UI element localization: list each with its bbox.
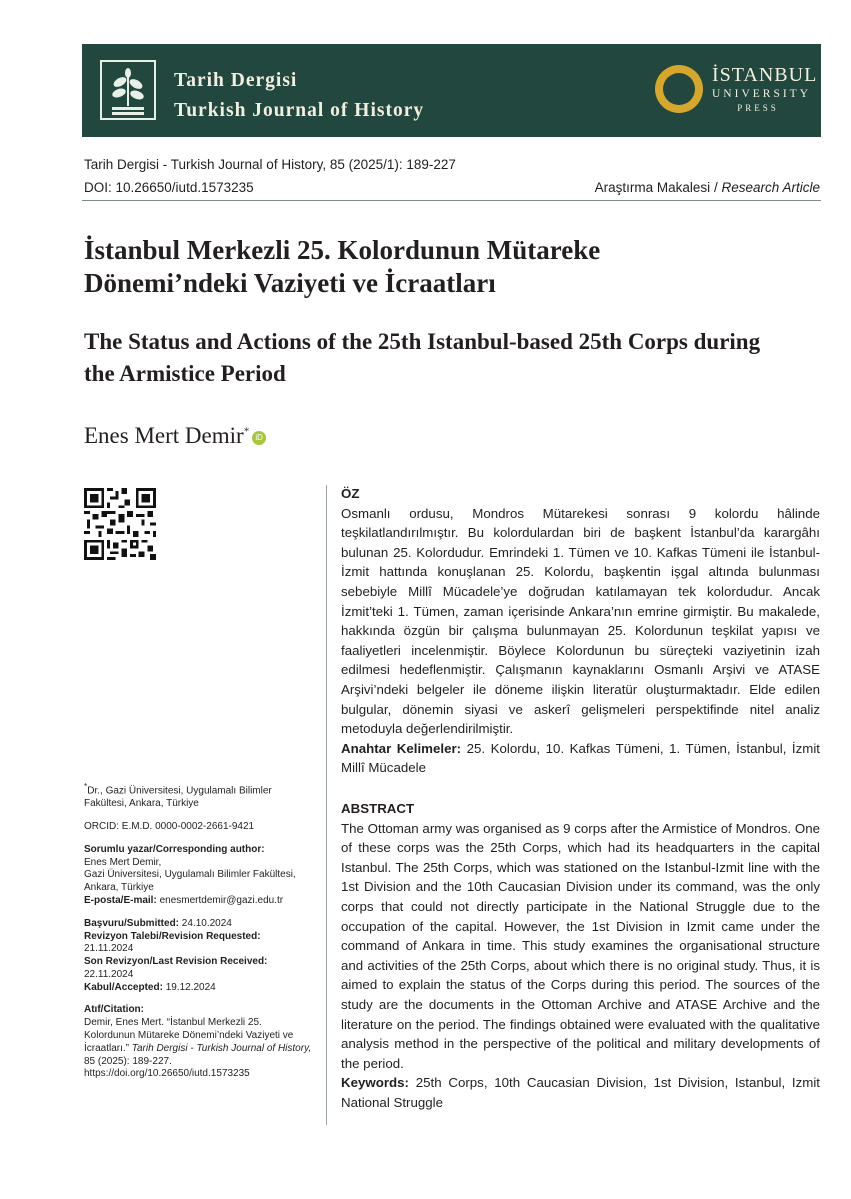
article-type-separator: /: [710, 180, 722, 195]
column-divider: [326, 485, 327, 1125]
article-type: [595, 180, 820, 195]
citation-journal: Tarih Dergisi - Turkish Journal of History,: [131, 1042, 312, 1054]
oz-keywords: [341, 739, 820, 778]
submitted-label: Başvuru/Submitted:: [84, 917, 180, 929]
abstract-keywords: [341, 1073, 820, 1112]
citation-post: 85 (2025): 189-227.: [84, 1055, 172, 1067]
last-revision-label: Son Revizyon/Last Revision Received:: [84, 956, 268, 968]
journal-title-tr: Tarih Dergisi: [174, 70, 298, 91]
affiliation-mark: *: [84, 781, 88, 791]
affiliation: [84, 780, 314, 811]
oz-keywords-label: Anahtar Kelimeler:: [341, 740, 462, 756]
journal-title-en: Turkish Journal of History: [174, 100, 425, 121]
journal-banner: [82, 44, 821, 137]
corresponding-author-label: Sorumlu yazar/Corresponding author:: [84, 843, 265, 855]
author-mark: *: [243, 425, 250, 438]
corresponding-author-name: Enes Mert Demir,: [84, 856, 162, 868]
citation-url[interactable]: https://doi.org/10.26650/iutd.1573235: [84, 1068, 250, 1080]
submitted-date: 24.10.2024: [181, 917, 232, 929]
corresponding-author-address: Gazi Üniversitesi, Uygulamalı Bilimler Fakültesi, Ankara, Türkiye: [84, 869, 296, 894]
abstract-section: [341, 799, 820, 1113]
journal-logo-icon: [100, 60, 156, 120]
article-info-sidebar: [84, 780, 314, 1081]
affiliation-text: Dr., Gazi Üniversitesi, Uygulamalı Bilimler Fakültesi, Ankara, Türkiye: [84, 785, 272, 810]
article-type-tr: Araştırma Makalesi: [594, 180, 711, 195]
oz-keywords-text: 25. Kolordu, 10. Kafkas Tümeni, 1. Tümen, İstanbul, İzmit Millî Mücadele: [341, 740, 820, 776]
abstract-text: The Ottoman army was organised as 9 corps after the Armistice of Mondros. One of these corps was the 25th Corps, which had its headquarters in the capital Istanbul. The 25th Corps, which was stationed on the Istanbul-Izmit line with the 1st Division and the 10th Caucasian Division under its command, was the only corps that could not directly participate in the National Struggle due to the occupation of the capital. However, the 1st Division in Izmit came under the command of Ankara in time. This study examines the organisational structure and activities of the 25th Corps, about which there is no original study. Thus, it is aimed to explain the status of the Corps during this period. The sources of the study are the documents in the Ottoman Archive and ATASE Archive and the literature on the period. The findings obtained were evaluated with the qualitative analysis method in the perspective of the political and military developments of the period.: [341, 820, 820, 1071]
abstract-heading: ABSTRACT: [341, 801, 415, 816]
doi: DOI: 10.26650/iutd.1573235: [84, 180, 254, 195]
article-type-en: Research Article: [721, 180, 820, 195]
citation-text: [84, 1017, 314, 1068]
oz-heading: ÖZ: [341, 486, 360, 501]
author-name: Enes Mert Demir: [84, 423, 244, 448]
journal-title: [174, 66, 424, 126]
revision-requested-date: 21.11.2024: [84, 943, 134, 955]
title-turkish-line2: Dönemi’ndeki Vaziyeti ve İcraatları: [84, 268, 496, 298]
email-label: E-posta/E-mail:: [84, 894, 157, 906]
title-english-line1: The Status and Actions of the 25th Istanbul-based 25th Corps during: [84, 329, 761, 354]
oz-section: [341, 484, 820, 778]
header-divider: [82, 200, 821, 201]
qr-code-icon[interactable]: [84, 488, 156, 560]
orcid-icon[interactable]: iD: [252, 431, 266, 445]
university-name-line3: PRESS: [737, 103, 779, 113]
title-turkish-line1: İstanbul Merkezli 25. Kolordunun Mütareke: [84, 235, 601, 265]
accepted-date: 19.12.2024: [165, 981, 216, 993]
abstract-keywords-text: 25th Corps, 10th Caucasian Division, 1st Division, Istanbul, Izmit National Struggle: [341, 1075, 820, 1110]
title-turkish: [84, 234, 804, 300]
revision-requested-label: Revizyon Talebi/Revision Requested:: [84, 930, 261, 942]
email-link[interactable]: enesmertdemir@gazi.edu.tr: [159, 894, 284, 906]
citation-line: Tarih Dergisi - Turkish Journal of History, 85 (2025/1): 189-227: [84, 157, 456, 172]
oz-text: Osmanlı ordusu, Mondros Mütarekesi sonrası 9 kolordu hâlinde teşkilatlandırılmıştır. Bu kolordulardan biri de başkent İstanbul’da karargâhı bulunan 25. Kolordudur. Emrindeki 1. Tümen ve 10. Kafkas Tümeni ile İstanbul-İzmit hattında konuşlanan 25. Kolordu, başkentin işgal altında bulunması sebebiyle Millî Mücadele’ye doğrudan katılamayan tek kolordudur. Ancak İzmit’teki 1. Tümen, zaman içerisinde Ankara’nın emrine girmiştir. Bu makalede, hakkında özgün bir çalışma bulunmayan 25. Kolordunun teşkilat yapısı ve faaliyetleri incelenmiştir. Böylece Kolordunun bu süreçteki vaziyetinin izah edilmesi hedeflenmiştir. Çalışmanın kaynaklarını Osmanlı Arşivi ve ATASE Arşivi’ndeki belgeler ile döneme ilişkin literatür oluşturmaktadır. Elde edilen bulgular, dönemin siyasi ve askerî gelişmeleri perspektifinde nitel analiz metoduyla değerlendirilmiştir.: [341, 505, 820, 737]
citation-label: Atıf/Citation:: [84, 1004, 144, 1016]
last-revision-date: 22.11.2024: [84, 968, 134, 980]
university-name-line1: İSTANBUL: [712, 64, 818, 86]
university-seal-icon: [655, 65, 703, 113]
title-english: [84, 326, 824, 390]
university-press-logo: [712, 64, 818, 114]
author: [84, 423, 266, 449]
citation-pre: Demir, Enes Mert. “İstanbul Merkezli 25. Kolordunun Mütareke Dönemi’ndeki Vaziyeti ve İcraatları.”: [84, 1017, 294, 1054]
abstract-keywords-label: Keywords:: [341, 1075, 409, 1091]
accepted-label: Kabul/Accepted:: [84, 981, 163, 993]
orcid-line: ORCID: E.M.D. 0000-0002-2661-9421: [84, 820, 255, 832]
university-name-line2: UNIVERSITY: [712, 88, 811, 100]
title-english-line2: the Armistice Period: [84, 361, 286, 386]
